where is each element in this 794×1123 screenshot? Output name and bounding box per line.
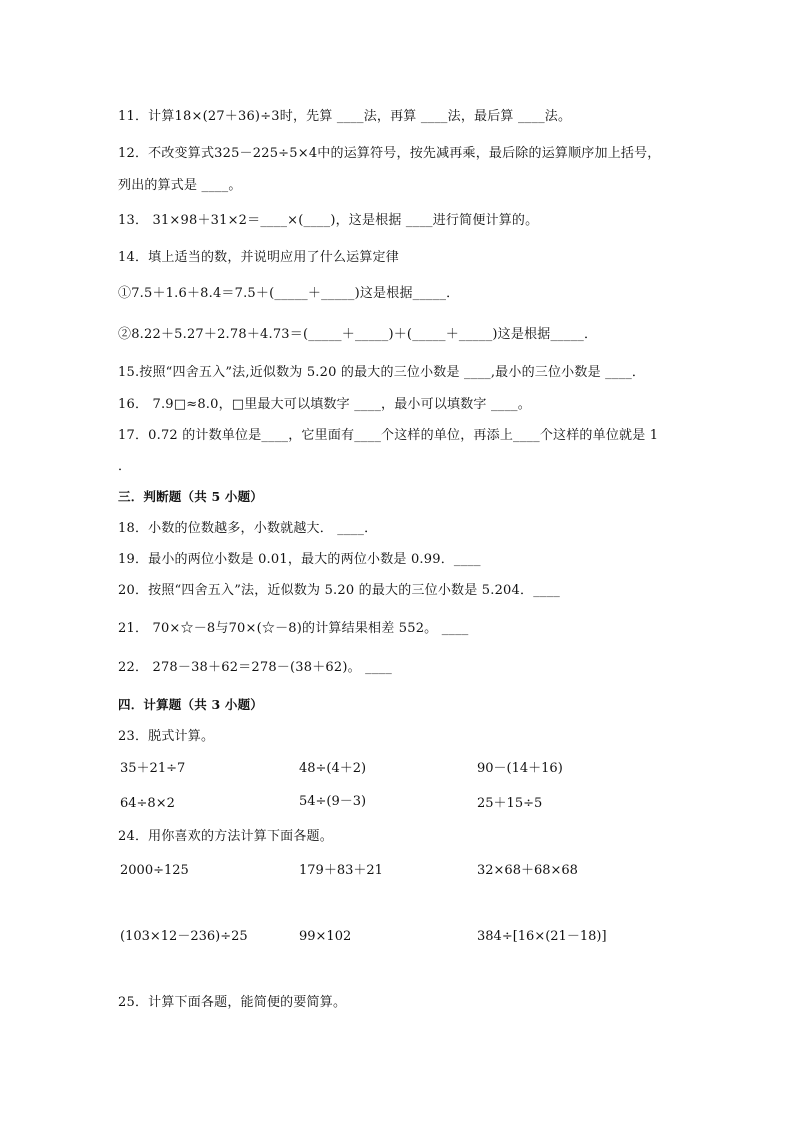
line-q23: 23．脱式计算。 bbox=[118, 729, 215, 744]
calc-item: 90－(14＋16) bbox=[477, 761, 563, 776]
section-calc-heading: 四．计算题（共 3 小题） bbox=[118, 697, 264, 712]
line-q18: 18．小数的位数越多，小数就越大． ____． bbox=[118, 521, 378, 536]
calc-item: 32×68＋68×68 bbox=[477, 863, 578, 878]
line-q15: 15.按照“四舍五入”法,近似数为 5.20 的最大的三位小数是 ____,最小的三位小数是 ____． bbox=[118, 365, 646, 380]
calc-item: (103×12－236)÷25 bbox=[120, 929, 248, 944]
calc-item: 2000÷125 bbox=[120, 863, 189, 878]
line-q14-a: ①7.5＋1.6＋8.4＝7.5＋(_____＋_____)这是根据_____． bbox=[118, 286, 460, 301]
calc-item: 384÷[16×(21－18)] bbox=[477, 929, 607, 944]
line-q12-cont: 列出的算式是 ____。 bbox=[118, 178, 242, 193]
line-q22: 22． 278－38＋62＝278－(38＋62)。 ____ bbox=[118, 660, 392, 675]
calc-item: 64÷8×2 bbox=[120, 796, 175, 811]
calc-item: 54÷(9－3) bbox=[299, 794, 367, 809]
line-q24: 24．用你喜欢的方法计算下面各题。 bbox=[118, 829, 333, 844]
line-q11: 11．计算18×(27＋36)÷3时，先算 ____法，再算 ____法，最后算 ____法。 bbox=[118, 109, 572, 124]
calc-item: 179＋83＋21 bbox=[299, 863, 383, 878]
line-q14: 14．填上适当的数，并说明应用了什么运算定律 bbox=[118, 250, 399, 265]
calc-item: 48÷(4＋2) bbox=[299, 761, 367, 776]
line-q16: 16． 7.9□≈8.0，□里最大可以填数字 ____，最小可以填数字 ____。 bbox=[118, 397, 531, 412]
line-q13: 13． 31×98＋31×2＝____×(____)，这是根据 ____进行简便计算的。 bbox=[118, 213, 539, 228]
line-q17: 17．0.72 的计数单位是____，它里面有____个这样的单位，再添上____个这样的单位就是 1 bbox=[118, 428, 659, 443]
line-q17-cont: ． bbox=[118, 459, 132, 474]
line-q12: 12．不改变算式325－225÷5×4中的运算符号，按先减再乘，最后除的运算顺序加上括号， bbox=[118, 146, 661, 161]
line-q20: 20．按照“四舍五入”法，近似数为 5.20 的最大的三位小数是 5.204．____ bbox=[118, 583, 560, 598]
line-q14-b: ②8.22＋5.27＋2.78＋4.73＝(_____＋_____)＋(_____＋_____)这是根据_____． bbox=[118, 327, 598, 342]
line-q25: 25．计算下面各题，能简便的要简算。 bbox=[118, 995, 347, 1010]
line-q19: 19．最小的两位小数是 0.01，最大的两位小数是 0.99．____ bbox=[118, 552, 481, 567]
calc-item: 25＋15÷5 bbox=[477, 796, 543, 811]
calc-item: 99×102 bbox=[299, 929, 352, 944]
line-q21: 21． 70×☆－8与70×(☆－8)的计算结果相差 552。 ____ bbox=[118, 621, 469, 636]
section-judgement-heading: 三．判断题（共 5 小题） bbox=[118, 489, 264, 504]
calc-item: 35＋21÷7 bbox=[120, 761, 186, 776]
